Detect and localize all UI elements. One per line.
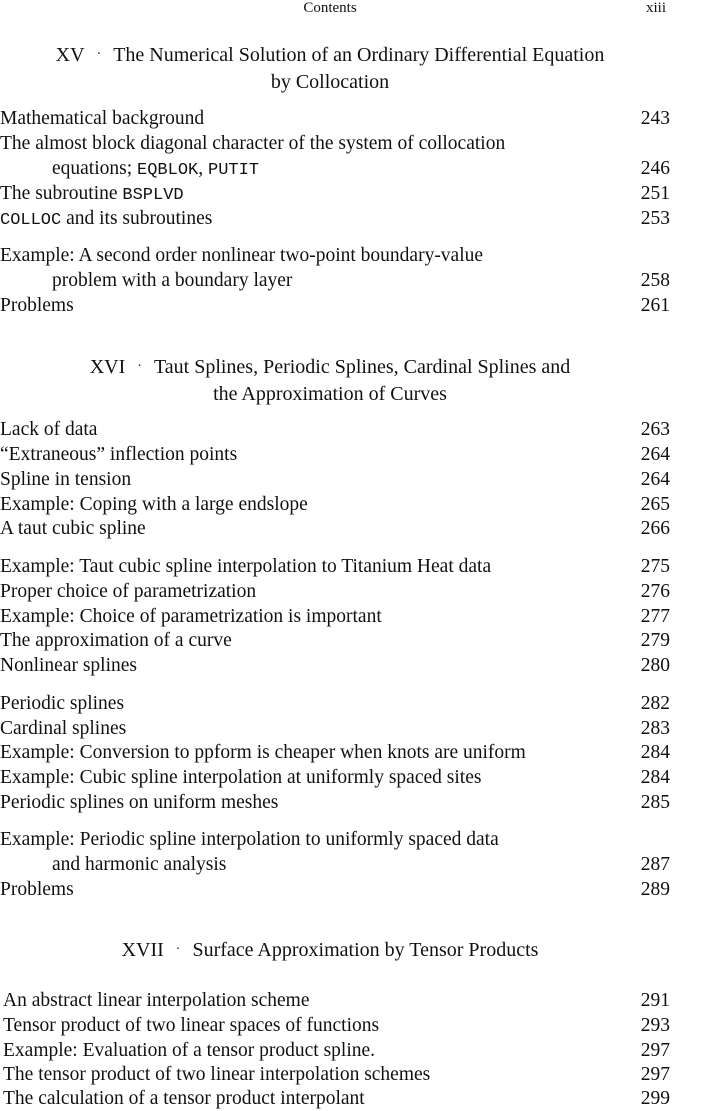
toc-entry[interactable] <box>3 1062 670 1087</box>
chapter-separator: · <box>96 47 102 62</box>
toc-entry-text: Example: A second order nonlinear two-point boundary-value <box>0 245 484 266</box>
toc-entry[interactable] <box>3 988 670 1013</box>
toc-entry-code: PUTIT <box>208 161 260 180</box>
toc-entry-text: Cardinal splines <box>0 718 127 739</box>
toc-entry-page: 264 <box>640 444 670 465</box>
chapter-numeral: XV <box>55 44 85 66</box>
toc-entry-text: equations; <box>52 158 138 179</box>
toc-entry[interactable] <box>3 1038 670 1063</box>
toc-entry[interactable] <box>0 206 670 231</box>
toc-entry-page: 289 <box>640 879 670 900</box>
toc-entry[interactable] <box>3 1013 670 1038</box>
toc-entry-page: 251 <box>640 183 670 204</box>
toc-entry-text: The subroutine <box>0 183 123 204</box>
toc-entry-page: 279 <box>640 630 670 651</box>
toc-entry[interactable] <box>0 827 670 877</box>
toc-entry-text: Lack of data <box>0 419 98 440</box>
toc-entry[interactable] <box>0 516 670 541</box>
toc-entry-page: 258 <box>640 270 670 291</box>
toc-entry-page: 243 <box>640 108 670 129</box>
toc-entry-text: Problems <box>0 879 74 900</box>
chapter-title-line-1: Taut Splines, Periodic Splines, Cardinal Splines and <box>153 356 571 378</box>
toc-entry-page: 261 <box>640 295 670 316</box>
toc-entry[interactable] <box>0 106 670 131</box>
toc-entry-text: Problems <box>0 295 74 316</box>
running-head-title: Contents <box>303 0 357 16</box>
toc-entry[interactable] <box>0 691 670 716</box>
toc-entry-page: 263 <box>640 419 670 440</box>
toc-entry-text: and harmonic analysis <box>52 854 227 875</box>
toc-entry-text: Nonlinear splines <box>0 655 138 676</box>
toc-entry-text: Example: Conversion to ppform is cheaper when knots are uniform <box>0 742 526 763</box>
toc-entry-text: Spline in tension <box>0 469 132 490</box>
toc-entry[interactable] <box>0 243 670 293</box>
toc-entry-text: problem with a boundary layer <box>52 270 293 291</box>
toc-entry-page: 297 <box>640 1040 670 1061</box>
toc-entry-page: 246 <box>640 158 670 179</box>
toc-entry-code: BSPLVD <box>122 186 184 205</box>
toc-entry-page: 293 <box>640 1015 670 1036</box>
toc-entry-text: Proper choice of parametrization <box>0 581 257 602</box>
chapter-title-line-1: The Numerical Solution of an Ordinary Differential Equation <box>113 44 605 66</box>
chapter-numeral: XVI <box>89 356 126 378</box>
toc-entry-page: 266 <box>640 518 670 539</box>
toc-entry-page: 253 <box>640 208 670 229</box>
toc-entry-text: An abstract linear interpolation scheme <box>3 990 310 1011</box>
toc-entry-code: EQBLOK <box>137 161 199 180</box>
toc-entry-page: 265 <box>640 494 670 515</box>
chapter-title-line-2: by Collocation <box>270 71 390 93</box>
toc-entry-text: Example: Choice of parametrization is important <box>0 606 382 627</box>
toc-entry-page: 275 <box>640 556 670 577</box>
toc-entry[interactable] <box>0 442 670 467</box>
chapter-separator: · <box>175 942 181 957</box>
toc-entry-code: COLLOC <box>0 211 62 230</box>
toc-entry[interactable] <box>0 740 670 765</box>
toc-entry[interactable] <box>0 877 670 902</box>
toc-entry-text: The calculation of a tensor product interpolant <box>3 1088 365 1109</box>
toc-entry[interactable] <box>0 653 670 678</box>
running-head-page-number: xiii <box>645 0 666 16</box>
toc-entry-text: Periodic splines on uniform meshes <box>0 792 279 813</box>
toc-entry-text: Mathematical background <box>0 108 205 129</box>
toc-entry-page: 277 <box>640 606 670 627</box>
toc-entry[interactable] <box>0 716 670 741</box>
toc-entry-page: 297 <box>640 1064 670 1085</box>
toc-entry[interactable] <box>0 293 670 318</box>
toc-entry-page: 282 <box>640 693 670 714</box>
chapter-xvi-title <box>0 355 660 407</box>
toc-entry-page: 291 <box>640 990 670 1011</box>
toc-entry-text: The almost block diagonal character of the system of collocation <box>0 133 506 154</box>
toc-entry-page: 299 <box>640 1088 670 1109</box>
toc-entry-page: 264 <box>640 469 670 490</box>
toc-entry-text: Example: Coping with a large endslope <box>0 494 308 515</box>
toc-entry-text: Example: Taut cubic spline interpolation to Titanium Heat data <box>0 556 492 577</box>
toc-entry-text: Example: Evaluation of a tensor product spline. <box>3 1040 376 1061</box>
toc-entry[interactable] <box>0 579 670 604</box>
toc-entry[interactable] <box>0 765 670 790</box>
toc-entry-text: The tensor product of two linear interpolation schemes <box>3 1064 431 1085</box>
toc-entry-text: A taut cubic spline <box>0 518 146 539</box>
toc-entry-page: 287 <box>640 854 670 875</box>
toc-entry-page: 280 <box>640 655 670 676</box>
toc-entry-text: The approximation of a curve <box>0 630 232 651</box>
running-head <box>0 0 712 20</box>
toc-entry[interactable] <box>3 1086 670 1111</box>
toc-entry[interactable] <box>0 604 670 629</box>
toc-entry[interactable] <box>0 131 670 181</box>
toc-entry-page: 284 <box>640 742 670 763</box>
toc-entry[interactable] <box>0 554 670 579</box>
toc-entry-page: 276 <box>640 581 670 602</box>
toc-entry[interactable] <box>0 628 670 653</box>
chapter-title-line-2: the Approximation of Curves <box>213 383 447 405</box>
toc-entry[interactable] <box>0 417 670 442</box>
chapter-separator: · <box>137 359 142 374</box>
toc-entry-text: Example: Periodic spline interpolation to uniformly spaced data <box>0 829 499 850</box>
toc-entry[interactable] <box>0 467 670 492</box>
toc-entry-page: 283 <box>640 718 670 739</box>
toc-entry-text: , <box>198 158 208 179</box>
chapter-title-line-1: Surface Approximation by Tensor Products <box>192 939 539 961</box>
toc-entry-page: 285 <box>640 792 670 813</box>
toc-entry[interactable] <box>0 181 670 206</box>
toc-entry[interactable] <box>0 492 670 517</box>
chapter-numeral: XVII <box>121 939 164 961</box>
toc-entry-text: “Extraneous” inflection points <box>0 444 238 465</box>
toc-entry[interactable] <box>0 790 670 815</box>
chapter-xvii-title <box>0 938 660 965</box>
toc-entry-text: and its subroutines <box>61 208 213 229</box>
toc-entry-text: Example: Cubic spline interpolation at uniformly spaced sites <box>0 767 482 788</box>
chapter-xv-title <box>0 43 660 95</box>
toc-entry-page: 284 <box>640 767 670 788</box>
toc-entry-text: Tensor product of two linear spaces of functions <box>3 1015 380 1036</box>
toc-entry-text: Periodic splines <box>0 693 125 714</box>
